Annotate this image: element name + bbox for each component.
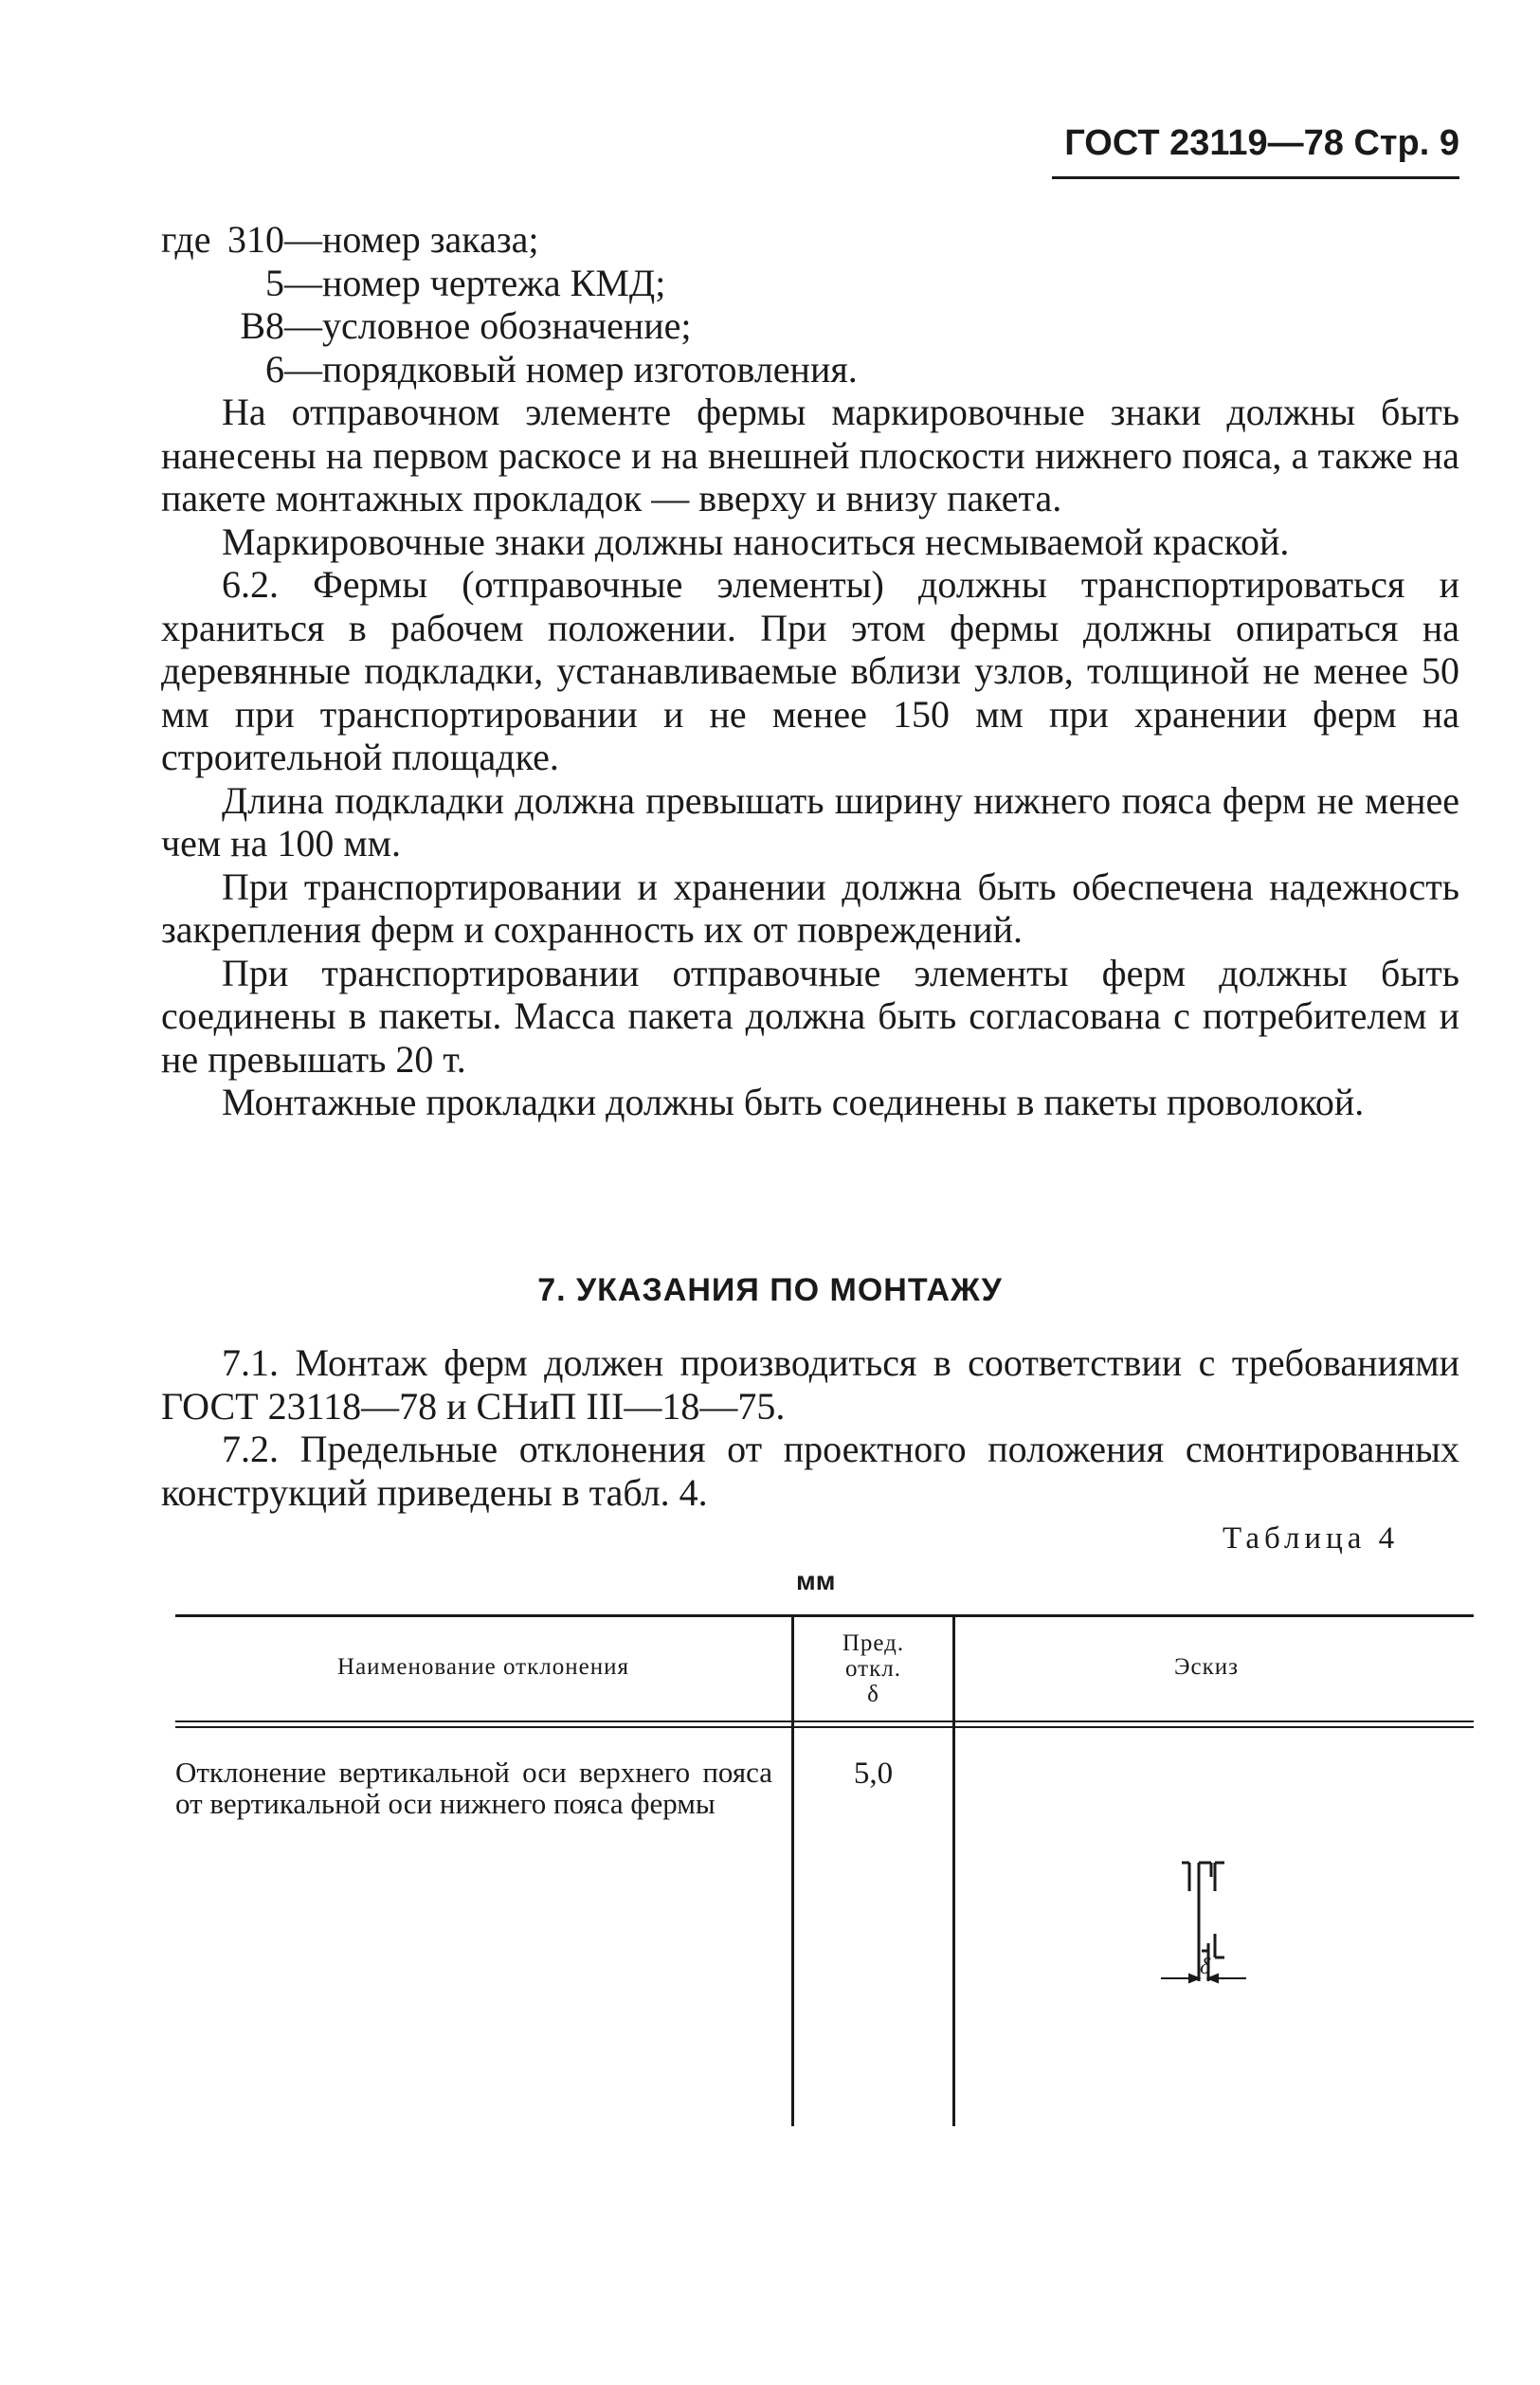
header-deviation-line2: откл. [845, 1656, 901, 1682]
header-deviation [794, 1630, 952, 1707]
legend-row [161, 348, 858, 391]
header-name: Наименование отклонения [337, 1654, 629, 1680]
paragraph: 6.2. Фермы (отправочные элементы) должны транспортироваться и храниться в рабочем положении. При этом фермы должны опираться на деревянные подкладки, устанавливаемые вблизи узлов, толщиной не менее 50 мм при транспортировании и не менее 150 мм при хранении ферм на строительной площадке. [161, 563, 1459, 778]
legend-row [161, 304, 858, 348]
legend-intro: где [161, 218, 211, 261]
header-rule [1052, 176, 1459, 179]
legend-row [161, 262, 858, 305]
legend-intro [161, 348, 223, 391]
paragraph: 7.2. Предельные отклонения от проектного положения смонтированных конструкций приведены в табл. 4. [161, 1428, 1459, 1514]
table-units: мм [796, 1566, 836, 1595]
header-deviation-symbol: δ [867, 1682, 879, 1707]
sketch-delta-label: δ [1200, 1955, 1211, 1979]
paragraph: При транспортировании и хранении должна быть обеспечена надежность закрепления ферм и сохранность их от повреждений. [161, 865, 1459, 951]
paragraph: Маркировочные знаки должны наноситься несмываемой краской. [222, 519, 1290, 563]
legend-dash: — [284, 347, 322, 391]
legend-code: 310 [227, 218, 284, 261]
legend-code: 5 [265, 261, 284, 304]
truss-chord-offset-sketch [1156, 1839, 1298, 2010]
table-header-rule [175, 1726, 1474, 1728]
paragraph: 7.1. Монтаж ферм должен производиться в соответствии с требованиями ГОСТ 23118—78 и СНиП III—18—75. [161, 1341, 1459, 1428]
paragraph: На отправочном элементе фермы маркировочные знаки должны быть нанесены на первом раскосе и на внешней плоскости нижнего пояса, а также на пакете монтажных прокладок — вверху и внизу пакета. [161, 391, 1459, 519]
legend-text: условное обозначение; [322, 304, 692, 347]
table-caption: Таблица 4 [1223, 1521, 1400, 1556]
section6-text [161, 391, 1459, 1124]
header-sketch: Эскиз [1173, 1654, 1239, 1680]
legend-intro [161, 262, 223, 305]
legend-dash: — [284, 304, 322, 347]
table-header-rule [175, 1720, 1474, 1722]
table-top-rule [175, 1614, 1474, 1617]
section7-text [161, 1341, 1459, 1514]
paragraph: Длина подкладки должна превышать ширину нижнего пояса ферм не менее чем на 100 мм. [161, 778, 1459, 865]
legend-code: 6 [265, 347, 284, 391]
legend-text: номер чертежа КМД; [322, 261, 666, 304]
legend-intro [161, 304, 223, 348]
page-header: ГОСТ 23119—78 Стр. 9 [1064, 123, 1459, 163]
header-deviation-line1: Пред. [842, 1630, 905, 1656]
legend-dash: — [284, 261, 322, 304]
paragraph: Монтажные прокладки должны быть соединены в пакеты проволокой. [222, 1081, 1365, 1123]
legend-code: В8 [240, 304, 284, 347]
designation-legend [161, 218, 858, 391]
table-cell-name: Отклонение вертикальной оси верхнего пояса от вертикальной оси нижнего пояса фермы [175, 1756, 772, 1820]
legend-text: номер заказа; [322, 218, 539, 261]
legend-dash: — [284, 218, 322, 261]
legend-text: порядковый номер изготовления. [322, 347, 858, 391]
table-column-divider [952, 1614, 955, 2126]
legend-row [161, 218, 858, 262]
section-title: 7. УКАЗАНИЯ ПО МОНТАЖУ [537, 1272, 1003, 1308]
table-cell-value: 5,0 [853, 1757, 894, 1791]
paragraph: При транспортировании отправочные элементы ферм должны быть соединены в пакеты. Масса пакета должна быть согласована с потребителем и не превышать 20 т. [161, 951, 1459, 1081]
